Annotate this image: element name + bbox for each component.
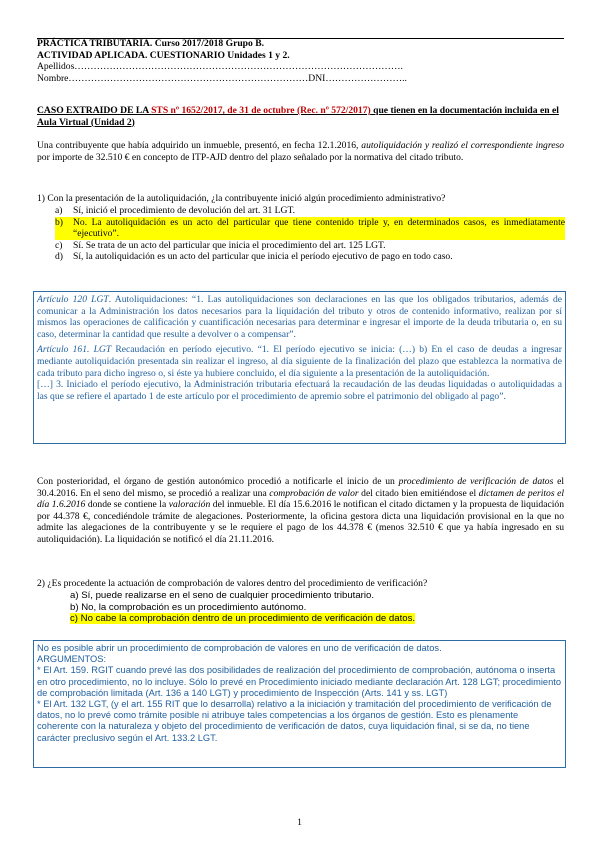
q1-option-b: b) No. La autoliquidación es un acto del particular que tiene contenido triple y, en determinados casos, es inmediatamente “ejecutivo”. xyxy=(55,216,565,240)
article-120: Artículo 120 LGT. Autoliquidaciones: “1. Las autoliquidaciones son declaraciones en las que los obligados tributarios, además de comunicar a la Administración los datos necesarios para la liquidación del tributo y otros de contenido informativo, realizan por sí mismos las operaciones de calificación y cuantificación necesarias para determinar e ingresar el importe de la deuda tributaria o, en su caso, determinar la cantidad que resulte a devolver o a compensar”. xyxy=(37,294,562,340)
q1-option-a: a) Sí, inició el procedimiento de devolución del art. 31 LGT. xyxy=(55,205,296,216)
q2-option-c: c) No cabe la comprobación dentro de un procedimiento de verificación de datos. xyxy=(70,613,416,625)
argument-1: * El Art. 159. RGIT cuando prevé las dos posibilidades de realización del procedimiento de comprobación, autónoma o inserta en otro procedimiento, no lo incluye. Sólo lo prevé en Procedimiento iniciado mediante declaración Art. 128 LGT; procedimiento de comprobación limitada (Art. 136 a 140 LGT) y procedimiento de Inspección (Arts. 141 y ss. LGT) xyxy=(37,665,562,698)
name-dni-field: Nombre…………………………………………………………………DNI…………………….. xyxy=(37,72,407,84)
answer-statement: No es posible abrir un procedimiento de comprobación de valores en uno de verificación de datos. xyxy=(37,643,442,653)
arguments-heading: ARGUMENTOS: xyxy=(37,654,107,665)
q2-option-b: b) No, la comprobación es un procedimiento autónomo. xyxy=(70,601,307,613)
course-title: PRÁCTICA TRIBUTARIA. Curso 2017/2018 Grupo B. xyxy=(37,38,264,49)
question-1-text: 1) Con la presentación de la autoliquidación, ¿la contribuyente inició algún procedimiento administrativo? xyxy=(37,193,446,204)
answer-arguments-box xyxy=(33,640,566,768)
argument-2: * El Art. 132 LGT, (y el art. 155 RIT que lo desarrolla) relativo a la iniciación y tramitación del procedimiento de verificación de datos, no lo prevé como trámite posible ni atribuye tales competencias a los órganos de gestión. Esto es plenamente coherente con la naturaleza y objeto del procedimiento de verificación de datos, cuya liquidación final, si se da, no tiene carácter preclusivo según el Art. 133.2 LGT. xyxy=(37,699,552,743)
case-continuation: Con posterioridad, el órgano de gestión autonómico procedió a notificarle el inicio de un procedimiento de verificación de datos el 30.4.2016. En el seno del mismo, se procedió a realizar una comprobación de valor del citado bien emitiéndose el dictamen de peritos el día 1.6.2016 donde se contiene la valoración del inmueble. El día 15.6.2016 le notifican el citado dictamen y la propuesta de liquidación por 44.378 €, concediéndole trámite de alegaciones. Posteriormente, la oficina gestora dicta una liquidación provisional en la que no admite las alegaciones de la contribuyente y se le requiere el pago de los 44.378 € (menos 32.510 € que ya había ingresado en su autoliquidación). La liquidación se notificó el día 21.11.2016. xyxy=(37,476,565,545)
q2-option-a: a) Sí, puede realizarse en el seno de cualquier procedimiento tributario. xyxy=(70,590,374,601)
intro-italic: autoliquidación y realizó el correspondiente ingreso xyxy=(361,140,565,151)
page-number: 1 xyxy=(297,817,302,828)
question-2-text: 2) ¿Es procedente la actuación de comprobación de valores dentro del procedimiento de verificación? xyxy=(37,578,428,589)
question-1-options xyxy=(55,205,565,263)
case-title-reference: STS nº 1652/2017, de 31 de octubre (Rec. nº 572/2017) xyxy=(151,105,371,116)
question-2-options xyxy=(70,590,550,625)
question-2 xyxy=(37,578,564,590)
activity-title: ACTIVIDAD APLICADA. CUESTIONARIO Unidades 1 y 2. xyxy=(37,49,290,61)
article-161-continuation: […] 3. Iniciado el período ejecutivo, la Administración tributaria efectuará la recaudación de las deudas liquidadas o autoliquidadas a las que se refiere el apartado 1 de este artículo por el procedimiento de apremio sobre el patrimonio del obligado al pago”. xyxy=(37,379,562,402)
header-rule xyxy=(37,38,564,39)
question-1 xyxy=(37,193,564,205)
q1-option-c: c) Sí. Se trata de un acto del particular que inicia el procedimiento del art. 125 LGT. xyxy=(55,239,386,251)
legal-articles-box xyxy=(33,291,566,444)
case-title-post: que tienen en la documentación incluida en el Aula Virtual (Unidad 2) xyxy=(37,105,559,128)
surname-field: Apellidos…………………………………………………………………………………………. xyxy=(37,61,403,73)
article-161: Artículo 161. LGT Recaudación en período ejecutivo. “1. El período ejecutivo se inicia: (…) b) En el caso de deudas a ingresar mediante autoliquidación presentada sin realizar el ingreso, al día siguiente de la finalización del plazo que establezca la normativa de cada tributo para dicho ingreso o, si éste ya hubiere concluido, el día siguiente a la presentación de la autoliquidación. xyxy=(37,344,562,379)
case-title-pre: CASO EXTRAIDO DE LA xyxy=(37,105,152,116)
header xyxy=(37,38,564,84)
q1-option-d: d) Sí, la autoliquidación es un acto del particular que inicia el período ejecutivo de pago en todo caso. xyxy=(55,251,453,263)
intro-text-end: por importe de 32.510 € en concepto de ITP-AJD dentro del plazo señalado por la normativa del citado tributo. xyxy=(37,151,464,163)
case-intro xyxy=(37,140,564,163)
case-title xyxy=(37,105,564,128)
intro-text: Una contribuyente que había adquirido un inmueble, presentó, en fecha 12.1.2016, xyxy=(37,140,362,151)
